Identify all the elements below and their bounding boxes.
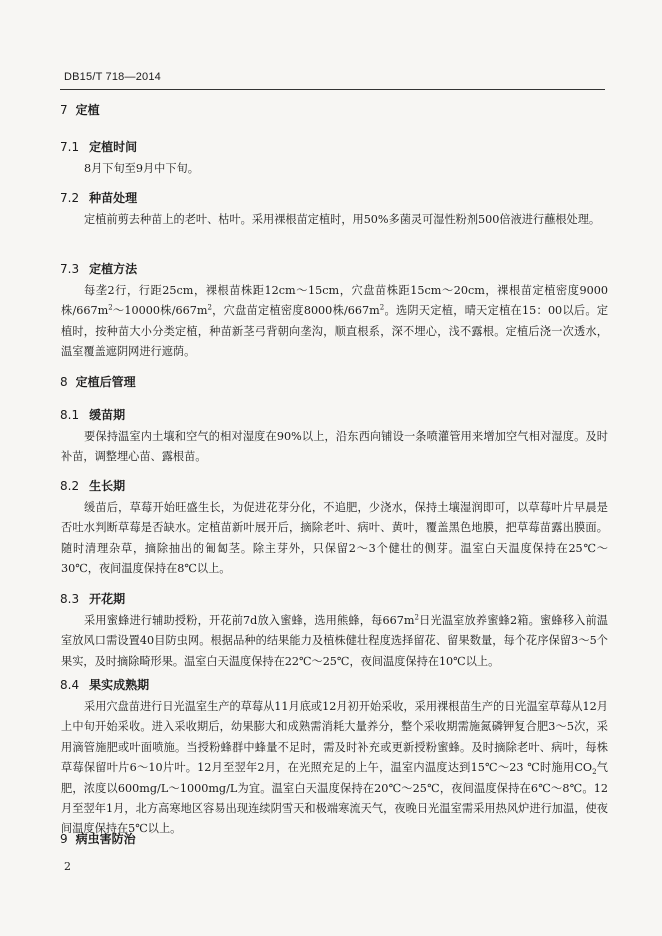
section-title: 定植方法 — [89, 262, 138, 276]
section-title: 缓苗期 — [89, 408, 126, 422]
section-9-heading — [60, 830, 136, 847]
superscript: 2 — [414, 613, 419, 622]
superscript: 2 — [379, 303, 385, 312]
section-number: 9 — [60, 832, 68, 846]
section-number: 7.2 — [60, 191, 80, 205]
section-7-2-heading — [60, 189, 137, 206]
section-8-1-heading — [60, 406, 125, 423]
section-title: 病虫害防治 — [75, 832, 136, 846]
section-8-3-text — [61, 611, 608, 672]
section-number: 8.2 — [60, 479, 80, 493]
text-run: ～10000株/667m — [112, 304, 208, 318]
section-7-heading — [60, 101, 100, 118]
text-run: 。选阴天定植，晴天定植在15：00以后。定植时，按种苗大小分类定植，种苗新茎弓背朝向垄沟，顺直根系，深不埋心，浅不露根。定植后浇一次透水，温室覆盖遮阴网进行遮荫。 — [61, 304, 609, 359]
section-8-heading — [60, 373, 136, 390]
section-number: 8.4 — [60, 678, 80, 692]
section-number: 7.3 — [60, 262, 80, 276]
superscript: 2 — [207, 303, 212, 312]
section-number: 8.1 — [60, 408, 80, 422]
superscript: 2 — [108, 303, 113, 312]
header-rule — [60, 89, 605, 90]
section-7-2-text: 定植前剪去种苗上的老叶、枯叶。采用裸根苗定植时，用50%多菌灵可湿性粉剂500倍液进行蘸根处理。 — [84, 213, 601, 226]
section-number: 8.3 — [60, 592, 80, 606]
text-run: ，穴盘苗定植密度8000株/667m — [211, 304, 380, 318]
text-run: 采用蜜蜂进行辅助授粉，开花前7d放入蜜蜂，选用熊蜂，每667m — [84, 614, 415, 627]
section-title: 定植后管理 — [75, 375, 136, 389]
section-title: 定植时间 — [89, 140, 138, 154]
subscript: 2 — [592, 768, 597, 777]
section-7-1-text: 8月下旬至9月中下旬。 — [84, 162, 199, 175]
text-run: 气肥，浓度以600mg/L～1000mg/L为宜。温室白天温度保持在20℃～25℃，夜间温度保持在6℃～8℃。12月至翌年1月，北方高寒地区容易出现连续阴雪天和极端寒流天气，夜晚日光温室需采用热风炉进行加温，使夜间温度保持在5℃以上。 — [61, 761, 608, 836]
section-8-4-text — [61, 697, 608, 840]
text-run: 日光温室放养蜜蜂2箱。蜜蜂移入前温室放风口需设置40目防虫网。根据品种的结果能力及植株健壮程度选择留花、留果数量，每个花序保留3～5个果实，及时摘除畸形果。温室白天温度保持在22℃～25℃，夜间温度保持在10℃以上。 — [61, 614, 608, 668]
section-number: 8 — [60, 375, 68, 389]
section-title: 种苗处理 — [89, 191, 138, 205]
section-number: 7 — [60, 103, 68, 117]
text-run: 每垄2行，行距25cm，裸根苗株距12cm～15cm，穴盘苗株距15cm～20cm，裸根苗定植密度9000株/667m — [61, 284, 608, 318]
section-title: 定植 — [75, 103, 100, 117]
section-7-3-text — [61, 281, 608, 363]
text-run: 采用穴盘苗进行日光温室生产的草莓从11月底或12月初开始采收，采用裸根苗生产的日光温室草莓从12月上中旬开始采收。进入采收期后，幼果膨大和成熟需消耗大量养分，整个采收期需施氮磷钾复合肥3～5次，采用滴管施肥或叶面喷施。当授粉蜂群中蜂量不足时，需及时补充或更新授粉蜜蜂。及时摘除老叶、病叶，每株草莓保留叶片6～10片叶。12月至翌年2月，在光照充足的上午，温室内温度达到15℃～23 ℃时施用CO — [61, 700, 608, 775]
section-title: 果实成熟期 — [89, 678, 150, 692]
section-number: 7.1 — [60, 140, 80, 154]
section-8-1-text: 要保持温室内土壤和空气的相对湿度在90%以上，沿东西向铺设一条喷灌管用来增加空气相对湿度。及时补苗，调整埋心苗、露根苗。 — [61, 430, 608, 464]
section-title: 生长期 — [89, 479, 126, 493]
section-7-3-heading — [60, 260, 137, 277]
section-8-3-heading — [60, 590, 125, 607]
section-7-1-heading — [60, 138, 137, 155]
section-8-4-heading — [60, 676, 149, 693]
standard-code: DB15/T 718—2014 — [64, 71, 161, 83]
section-8-2-heading — [60, 477, 125, 494]
page-number: 2 — [64, 860, 71, 873]
section-8-2-text: 缓苗后，草莓开始旺盛生长，为促进花芽分化，不追肥，少浇水，保持土壤湿润即可，以草莓叶片早晨是否吐水判断草莓是否缺水。定植苗新叶展开后，摘除老叶、病叶、黄叶，覆盖黑色地膜，把草莓苗露出膜面。随时清理杂草，摘除抽出的匍匐茎。除主芽外，只保留2～3个健壮的侧芽。温室白天温度保持在25℃～30℃，夜间温度保持在8℃以上。 — [61, 501, 608, 576]
section-title: 开花期 — [89, 592, 126, 606]
